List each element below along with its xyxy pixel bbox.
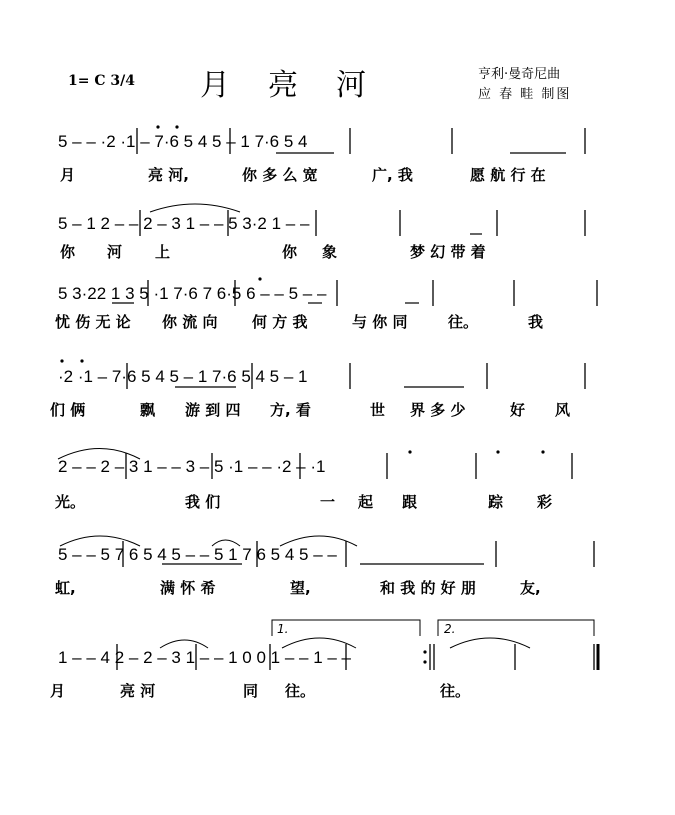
octave-dot <box>80 359 83 362</box>
tie <box>58 449 140 460</box>
notation-row-6: 5 – – 5 7 6 5 4 5 – – 5 1 7 6 5 4 5 – – <box>58 545 337 564</box>
second-ending-label: 2. <box>444 622 456 636</box>
lyric-syllable: 往。 <box>448 313 479 331</box>
tie <box>212 540 240 546</box>
tie <box>150 204 240 212</box>
lyric-syllable: 你 <box>60 243 76 261</box>
lyric-syllable: 我 们 <box>185 493 221 511</box>
lyric-syllable: 虹, <box>55 579 76 597</box>
lyric-syllable: 你 多 么 宽 <box>242 166 318 184</box>
lyric-syllable: 世 <box>370 401 386 419</box>
lyric-syllable: 友, <box>520 579 541 597</box>
notation-row-7: 1 – – 4 2 – 2 – 3 1 – – 1 0 0 1 – – 1 – – <box>58 648 352 667</box>
lyric-syllable: 和 我 的 好 朋 <box>380 579 476 597</box>
lyric-syllable: 月 <box>60 166 76 184</box>
repeat-dot <box>423 650 426 653</box>
lyric-syllable: 梦 幻 带 着 <box>410 243 486 261</box>
lyric-syllable: 上 <box>155 243 171 261</box>
tie <box>450 638 530 648</box>
key-signature: 1= C 3/4 <box>68 73 135 89</box>
lyric-syllable: 亮 河 <box>120 682 156 700</box>
notation-row-3: 5 3·22 1 3 5 ·1 7·6 7 6·5 6 – – 5 – – <box>58 284 327 303</box>
first-ending-bracket <box>272 620 420 636</box>
lyric-syllable: 彩 <box>537 493 553 511</box>
lyric-syllable: 光。 <box>55 493 86 511</box>
tie <box>282 638 356 648</box>
repeat-dot <box>423 660 426 663</box>
lyric-syllable: 风 <box>555 401 571 419</box>
octave-dot <box>258 277 261 280</box>
lyric-syllable: 好 <box>510 401 526 419</box>
octave-dot <box>156 125 159 128</box>
notation-row-5: 2 – – 2 – 3 1 – – 3 – 5 ·1 – – ·2 – ·1 <box>58 457 326 476</box>
lyric-syllable: 游 到 四 <box>185 401 241 419</box>
lyric-syllable: 月 <box>50 682 66 700</box>
second-ending-bracket <box>438 620 594 636</box>
lyric-syllable: 你 <box>282 243 298 261</box>
notation-row-4: ·2 ·1 – 7·6 5 4 5 – 1 7·6 5 4 5 – 1 <box>58 367 308 386</box>
lyric-syllable: 象 <box>322 243 338 261</box>
lyric-syllable: 广, 我 <box>372 166 413 184</box>
lyric-syllable: 们 俩 <box>50 401 86 419</box>
composer-credit: 亨利·曼奇尼曲 <box>478 67 561 82</box>
octave-dot <box>541 450 544 453</box>
lyric-syllable: 方, 看 <box>270 401 311 419</box>
lyric-syllable: 河 <box>107 243 123 261</box>
lyric-syllable: 亮 河, <box>148 166 189 184</box>
lyric-syllable: 与 你 同 <box>352 313 408 331</box>
lyric-syllable: 往。 <box>440 682 471 700</box>
lyric-syllable: 忧 伤 无 论 <box>55 313 131 331</box>
lyric-syllable: 一 <box>320 493 336 511</box>
lyric-syllable: 你 流 向 <box>162 313 218 331</box>
octave-dot <box>408 450 411 453</box>
lyric-syllable: 踪 <box>488 493 504 511</box>
lyric-syllable: 飘 <box>140 401 156 419</box>
song-title: 月亮河 <box>200 68 404 103</box>
lyric-syllable: 何 方 我 <box>252 313 308 331</box>
lyric-syllable: 望, <box>290 579 311 597</box>
lyric-syllable: 满 怀 希 <box>160 579 216 597</box>
notation-row-2: 5 – 1 2 – – 2 – 3 1 – – 5 3·2 1 – – <box>58 214 310 233</box>
lyric-syllable: 愿 航 行 在 <box>470 166 546 184</box>
tie <box>160 640 208 648</box>
notation-row-1: 5 – – ·2 ·1 – 7·6 5 4 5 – 1 7·6 5 4 <box>58 132 308 151</box>
tie <box>60 536 140 546</box>
lyric-syllable: 跟 <box>402 493 418 511</box>
first-ending-label: 1. <box>277 622 289 636</box>
lyric-syllable: 起 <box>358 493 374 511</box>
lyric-syllable: 界 多 少 <box>410 401 466 419</box>
octave-dot <box>496 450 499 453</box>
lyric-syllable: 同 <box>243 682 259 700</box>
arranger-credit: 应 春 畦 制图 <box>478 87 572 102</box>
octave-dot <box>60 359 63 362</box>
lyric-syllable: 往。 <box>285 682 316 700</box>
octave-dot <box>175 125 178 128</box>
lyric-syllable: 我 <box>528 313 544 331</box>
